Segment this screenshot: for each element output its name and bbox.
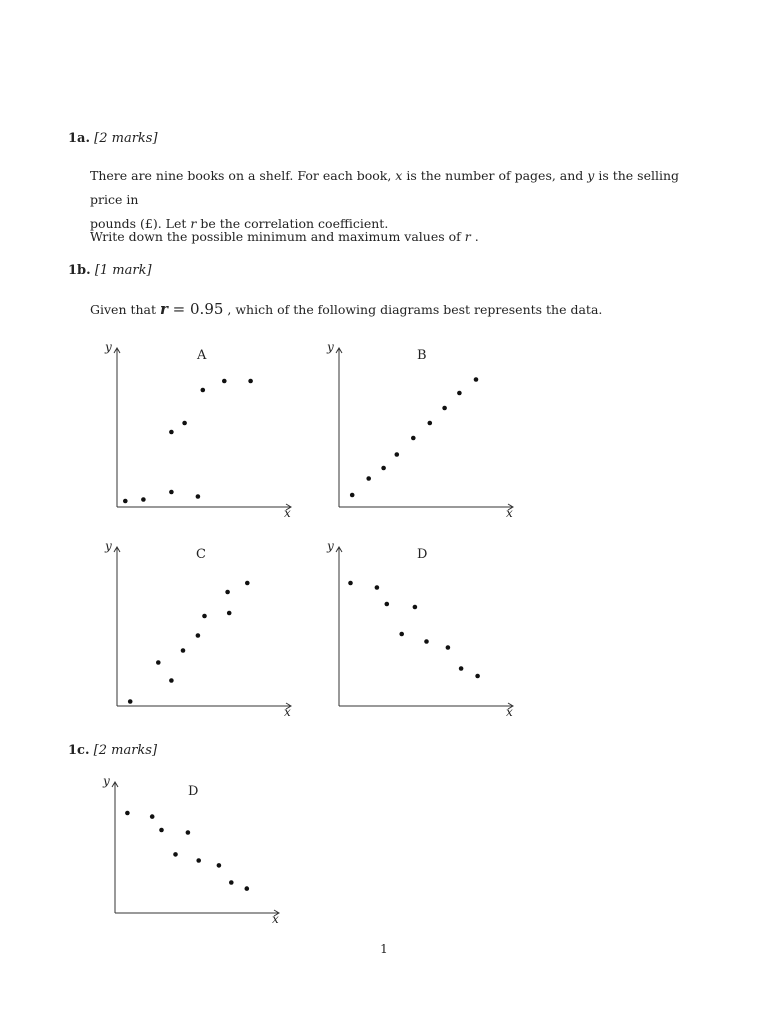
scatter-plot-c <box>100 541 295 721</box>
data-point <box>381 466 386 471</box>
x-axis-label: x <box>284 506 291 520</box>
text-run: is the number of pages, and <box>402 168 588 183</box>
data-point <box>141 497 146 502</box>
data-point <box>457 391 462 396</box>
data-point <box>169 678 174 683</box>
text-run: Write down the possible minimum and maximum values of <box>90 229 465 244</box>
y-axis-label: y <box>103 774 110 788</box>
data-point <box>446 645 451 650</box>
question-number: 1a. <box>68 131 90 146</box>
scatter-svg <box>100 541 295 721</box>
scatter-svg <box>322 342 517 522</box>
data-point <box>459 666 464 671</box>
data-point <box>202 614 207 619</box>
data-point <box>348 581 353 586</box>
text-run: pounds (£). Let <box>90 216 191 231</box>
scatter-plot-d <box>322 541 517 721</box>
text-run: be the correlation coefficient. <box>196 216 389 231</box>
variable-r: r <box>160 300 168 318</box>
data-point <box>217 863 222 868</box>
data-point <box>411 436 416 441</box>
data-point <box>222 379 227 384</box>
data-point <box>159 828 164 833</box>
data-point <box>424 639 429 644</box>
data-point <box>181 648 186 653</box>
scatter-plot-d-small <box>98 774 283 926</box>
data-point <box>173 852 178 857</box>
marks-label: [1 mark] <box>94 263 152 278</box>
chart-title: B <box>417 348 427 363</box>
data-point <box>227 611 232 616</box>
text-run: . <box>470 229 479 244</box>
data-point <box>245 581 250 586</box>
data-point <box>385 602 390 607</box>
data-point <box>428 421 433 426</box>
data-point <box>399 632 404 637</box>
data-point <box>245 886 250 891</box>
scatter-svg <box>100 342 295 522</box>
data-point <box>196 633 201 638</box>
x-axis-label: x <box>284 705 291 719</box>
y-axis-label: y <box>105 539 112 553</box>
data-point <box>169 490 174 495</box>
data-point <box>225 590 230 595</box>
data-point <box>182 421 187 426</box>
y-axis-label: y <box>105 340 112 354</box>
data-point <box>128 699 133 704</box>
x-axis-label: x <box>506 506 513 520</box>
data-point <box>196 858 201 863</box>
page-number: 1 <box>380 942 388 956</box>
text-run: is the selling price in <box>90 168 680 207</box>
variable-r: r <box>464 229 471 244</box>
chart-title: D <box>417 547 428 562</box>
marks-label: [2 marks] <box>94 131 158 146</box>
data-point <box>248 379 253 384</box>
text-run: There are nine books on a shelf. For each book, <box>90 168 396 183</box>
question-1b-header <box>68 263 152 278</box>
variable-y: y <box>587 168 595 183</box>
data-point <box>475 674 480 679</box>
chart-title: D <box>188 784 199 799</box>
data-point <box>395 452 400 457</box>
question-number: 1b. <box>68 263 91 278</box>
data-point <box>123 499 128 504</box>
scatter-plot-a <box>100 342 295 522</box>
chart-title: C <box>196 547 206 562</box>
scatter-plot-b <box>322 342 517 522</box>
equation-value: = 0.95 <box>167 300 224 318</box>
text-run: , which of the following diagrams best represents the data. <box>223 302 603 317</box>
question-1a-header <box>68 131 158 146</box>
data-point <box>366 476 371 481</box>
data-point <box>196 494 201 499</box>
question-number: 1c. <box>68 743 90 758</box>
y-axis-label: y <box>327 340 334 354</box>
question-1a-instruction <box>90 225 690 249</box>
data-point <box>201 388 206 393</box>
y-axis-label: y <box>327 539 334 553</box>
data-point <box>413 605 418 610</box>
marks-label: [2 marks] <box>93 743 158 758</box>
data-point <box>125 811 130 816</box>
variable-r: r <box>190 216 197 231</box>
data-point <box>169 430 174 435</box>
x-axis-label: x <box>272 912 279 926</box>
data-point <box>442 406 447 411</box>
variable-x: x <box>395 168 403 183</box>
data-point <box>375 585 380 590</box>
text-run: Given that <box>90 302 160 317</box>
data-point <box>156 660 161 665</box>
data-point <box>350 493 355 498</box>
scatter-svg <box>322 541 517 721</box>
question-1c-header <box>68 743 157 758</box>
chart-title: A <box>197 348 207 363</box>
data-point <box>150 814 155 819</box>
data-point <box>229 880 234 885</box>
data-point <box>186 830 191 835</box>
x-axis-label: x <box>506 705 513 719</box>
scatter-svg <box>98 774 283 926</box>
question-1b-text <box>90 297 690 322</box>
data-point <box>474 377 479 382</box>
